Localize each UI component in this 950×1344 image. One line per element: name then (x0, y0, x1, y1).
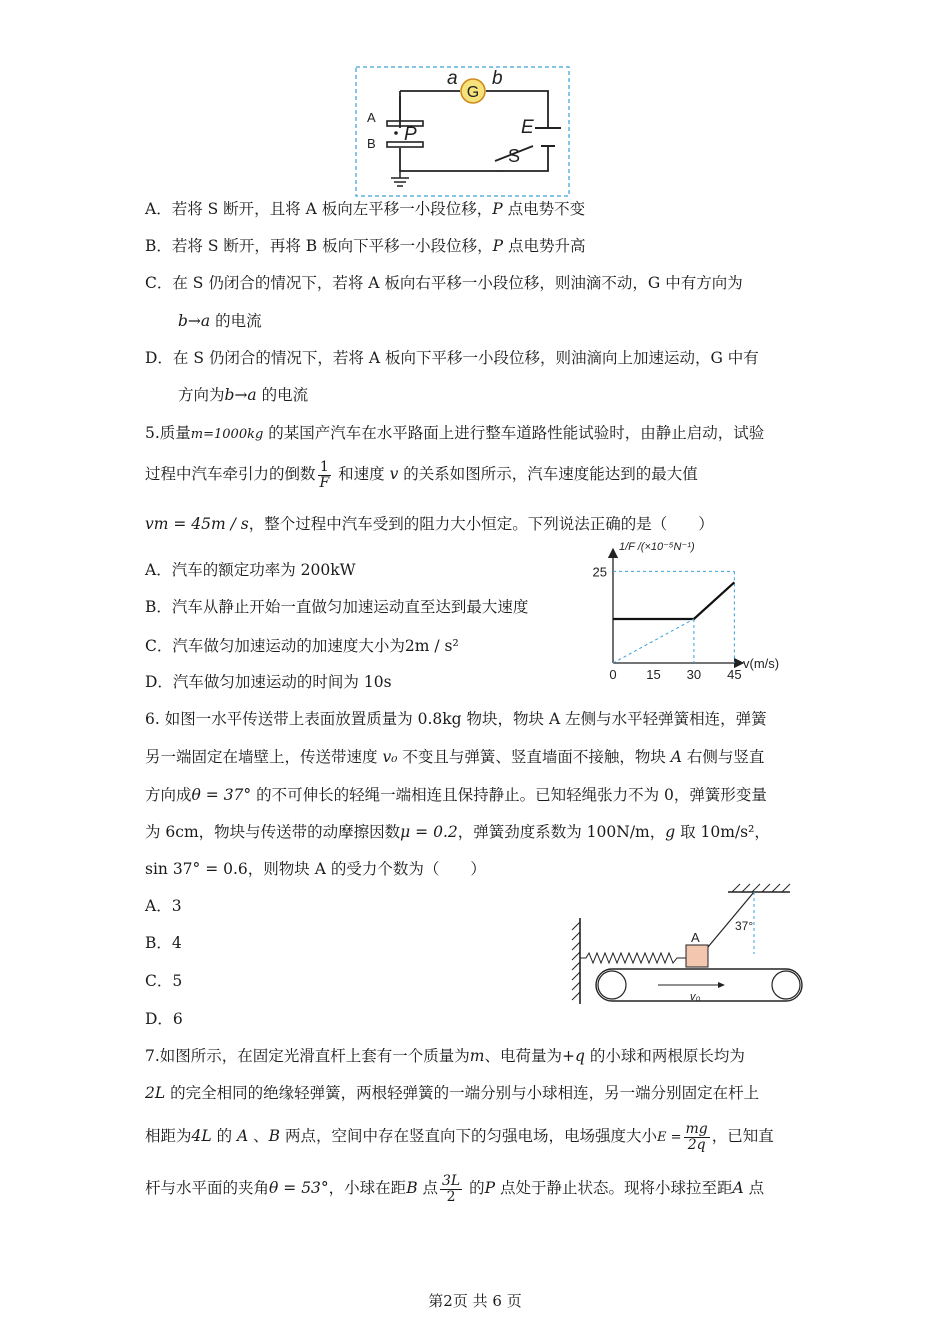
q7-frac2-num: 3L (442, 1172, 461, 1189)
q5-option-d: D．汽车做匀加速运动的时间为 10s (145, 673, 392, 691)
terminal-b-label: b (492, 68, 503, 89)
page-footer: 第2页 共 6 页 (428, 1292, 522, 1310)
q5-stem-line-2 (145, 457, 698, 491)
x-axis-label: v(m/s) (743, 656, 780, 671)
q7-frac2-den: 2 (446, 1188, 456, 1205)
q7-m: m (469, 1047, 485, 1065)
x-tick-30: 30 (686, 667, 702, 682)
q5-option-c-math: 2m / s² (404, 637, 459, 655)
q5-frac-num: 1 (318, 460, 332, 476)
q6-l2-head: 另一端固定在墙壁上，传送带速度 (145, 748, 383, 766)
belt-velocity-label: v₀ (690, 991, 701, 1003)
q4-option-b-p: P (492, 237, 504, 255)
block-a-label: A (691, 930, 700, 945)
q4-option-b (145, 236, 585, 256)
q7-l4-mid3: 的 (464, 1179, 485, 1197)
q4-option-b-tail: 点电势升高 (503, 237, 586, 255)
y-tick-25: 25 (592, 564, 607, 580)
q6-l4-tail2: 取 10m/s²， (675, 823, 770, 841)
q6-v0: v₀ (382, 748, 398, 766)
series-solid (613, 582, 734, 619)
q7-l3-tail2: ，已知直 (711, 1127, 774, 1145)
q4-option-a-p: P (492, 200, 503, 218)
q7-l1-mid: 、电荷量为 (484, 1047, 563, 1065)
q7-field-fraction (684, 1122, 710, 1153)
q7-stem-line-4 (145, 1170, 764, 1206)
q5-v: v (389, 465, 399, 483)
q6-l3-tail: 的不可伸长的轻绳一端相连且保持静止。已知轻绳张力不为 0，弹簧形变量 (251, 786, 767, 804)
q7-l4-tail2: 点 (743, 1179, 765, 1197)
q5-option-c-text: C．汽车做匀加速运动的加速度大小为 (145, 637, 405, 655)
galvanometer-label: G (466, 84, 480, 101)
terminal-a-label: a (447, 68, 458, 89)
q4-option-b-text: B．若将 S 断开，再将 B 板向下平移一小段位移， (145, 237, 493, 255)
q6-A: A (670, 748, 682, 766)
q6-option-c: C．5 (145, 972, 183, 990)
q6-stem-line-3 (145, 785, 767, 805)
q4-option-a-text: A．若将 S 断开，且将 A 板向左平移一小段位移， (145, 200, 493, 218)
q7-l3-mid2: 、 (248, 1127, 269, 1145)
q4-option-c-cont (178, 311, 262, 331)
q5-l2-head: 过程中汽车牵引力的倒数 (145, 465, 316, 483)
q6-l2-tail2: 右侧与竖直 (681, 748, 765, 766)
q7-l4-mid2: 点 (417, 1179, 439, 1197)
q7-l4-mid: ，小球在距 (328, 1179, 407, 1197)
q7-l3-tail: 两点，空间中存在竖直向下的匀强电场，电场强度大小 (280, 1127, 657, 1145)
q7-l1-tail: 的小球和两根原长均为 (584, 1047, 745, 1065)
q6-stem-line-5 (145, 859, 486, 879)
q7-l4-head: 杆与水平面的夹角 (145, 1179, 270, 1197)
q6-option-a: A．3 (145, 897, 182, 915)
series-dashed-origin (613, 619, 694, 663)
q5-vmax: vm = 45m / s (145, 515, 249, 533)
q5-l1-tail: 的某国产汽车在水平路面上进行整车道路性能试验时，由静止启动，试验 (263, 424, 765, 442)
point-p-label: P (404, 124, 417, 145)
q4-option-c-math: b→a (178, 312, 211, 330)
q5-frac-den: F (319, 474, 330, 491)
capacitor-circuit-figure (355, 66, 571, 198)
q7-B: B (268, 1127, 281, 1145)
q7-q: +q (562, 1047, 585, 1065)
q6-option-d: D．6 (145, 1010, 183, 1028)
q5-stem-line-3 (145, 514, 714, 534)
q4-option-d: D．在 S 仍闭合的情况下，若将 A 板向下平移一小段位移，则油滴向上加速运动，G 中有 (145, 349, 759, 367)
q7-l3-mid: 的 (211, 1127, 238, 1145)
q7-E: E = (657, 1130, 682, 1145)
q4-option-d-tail: 的电流 (256, 386, 309, 404)
q4-option-d-head: 方向为 (178, 386, 225, 404)
q7-2L: 2L (145, 1084, 166, 1102)
q4-option-a (145, 199, 585, 219)
q6-stem-line-2 (145, 747, 764, 767)
q5-l1-head: 5.质量 (145, 424, 191, 442)
q7-A: A (237, 1127, 249, 1145)
x-tick-0: 0 (609, 667, 617, 682)
q5-graph (585, 535, 785, 685)
q4-option-d-cont (178, 385, 308, 405)
plate-b-label: B (367, 136, 376, 151)
q5-l2-tail: 的关系如图所示，汽车速度能达到的最大值 (398, 465, 698, 483)
q4-option-c-tail: 的电流 (210, 312, 262, 330)
x-tick-45: 45 (727, 667, 742, 682)
q7-l3-head: 相距为 (145, 1127, 192, 1145)
q6-l4-head: 为 6cm，物块与传送带的动摩擦因数 (145, 823, 401, 841)
q5-l3-tail: ，整个过程中汽车受到的阻力大小恒定。下列说法正确的是（ ） (248, 515, 714, 533)
q5-fraction (318, 460, 332, 491)
q4-option-c: C．在 S 仍闭合的情况下，若将 A 板向右平移一小段位移，则油滴不动，G 中有方向为 (145, 274, 743, 292)
q6-theta: θ = 37° (191, 786, 252, 804)
q7-P: P (484, 1179, 496, 1197)
q7-l1-head: 7.如图所示，在固定光滑直杆上套有一个质量为 (145, 1047, 470, 1065)
q7-l4-tail: 点处于静止状态。现将小球拉至距 (495, 1179, 733, 1197)
q6-mu: μ = 0.2 (400, 823, 458, 841)
q6-l3-head: 方向成 (145, 786, 192, 804)
q6-l5-tail: ，则物块 A 的受力个数为（ ） (247, 860, 486, 878)
q7-distance-fraction (440, 1174, 462, 1205)
q7-frac-num: mg (685, 1120, 708, 1137)
q7-stem-line-3 (145, 1118, 774, 1156)
switch-label: S (508, 146, 521, 166)
angle-label: 37° (735, 919, 754, 933)
q6-l4-tail: ，弹簧劲度系数为 100N/m， (457, 823, 666, 841)
y-axis-label: 1/F /(×10⁻⁵N⁻¹) (619, 541, 695, 553)
q7-theta: θ = 53° (269, 1179, 329, 1197)
q6-sin: sin 37° = 0.6 (145, 860, 248, 878)
q5-l2-mid: 和速度 (333, 465, 390, 483)
q5-option-c (145, 636, 459, 656)
q6-stem-line-1: 6. 如图一水平传送带上表面放置质量为 0.8kg 物块，物块 A 左侧与水平轻弹簧相连，弹簧 (145, 710, 767, 728)
q7-stem-line-1 (145, 1046, 745, 1066)
battery-label: E (521, 117, 534, 138)
q5-option-a: A．汽车的额定功率为 200kW (145, 561, 356, 579)
q6-option-b: B．4 (145, 934, 182, 952)
q7-l2-tail: 的完全相同的绝缘轻弹簧，两根轻弹簧的一端分别与小球相连，另一端分别固定在杆上 (165, 1084, 760, 1102)
q7-l4-B: B (406, 1179, 418, 1197)
q6-l2-tail: 不变且与弹簧、竖直墙面不接触，物块 (397, 748, 671, 766)
conveyor-figure (568, 882, 808, 1008)
q5-stem-line-1 (145, 423, 764, 445)
q7-l4-A: A (732, 1179, 744, 1197)
q4-option-a-tail: 点电势不变 (502, 200, 586, 218)
q4-option-d-math: b→a (224, 386, 257, 404)
q7-frac-den: 2q (687, 1136, 706, 1153)
q7-stem-line-2 (145, 1083, 759, 1103)
q7-4L: 4L (191, 1127, 212, 1145)
x-tick-15: 15 (646, 667, 661, 682)
q5-option-b: B．汽车从静止开始一直做匀加速运动直至达到最大速度 (145, 598, 529, 616)
q5-mass: m=1000kg (190, 427, 264, 442)
q6-stem-line-4 (145, 822, 770, 842)
q6-g: g (665, 823, 676, 841)
plate-a-label: A (367, 110, 376, 125)
